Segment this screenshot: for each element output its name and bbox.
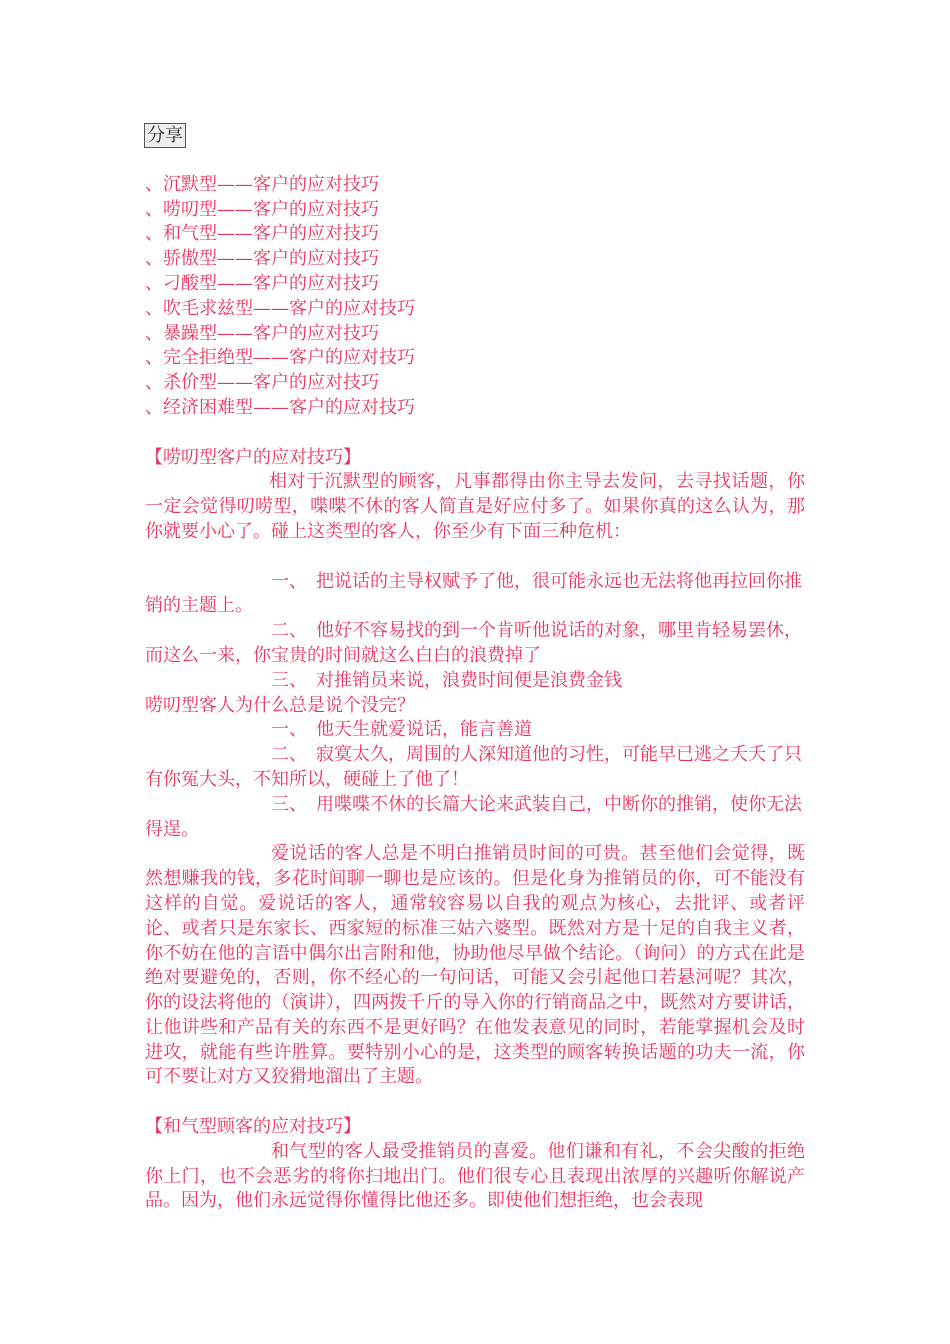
danger-item: 二、 他好不容易找的到一个肯听他说话的对象，哪里肯轻易罢休，而这么一来，你宝贵的时间就这么白白的浪费掉了	[145, 620, 802, 666]
toc-item: 、杀价型——客户的应对技巧	[145, 372, 379, 394]
reason-item: 二、 寂寞太久，周围的人深知道他的习性，可能早已逃之夭夭了只有你冤大头，不知所以，硬碰上了他了！	[145, 744, 802, 790]
toc-item: 、暴躁型——客户的应对技巧	[145, 322, 379, 344]
why-question: 唠叨型客人为什么总是说个没完？	[145, 694, 415, 716]
toc-item: 、吹毛求兹型——客户的应对技巧	[145, 297, 415, 319]
document-page	[145, 123, 805, 1214]
toc-item: 、和气型——客户的应对技巧	[145, 223, 379, 245]
toc-item: 、经济困难型——客户的应对技巧	[145, 396, 415, 418]
toc-item: 、沉默型——客户的应对技巧	[145, 173, 379, 195]
reason-item: 三、 用喋喋不休的长篇大论来武装自己，中断你的推销，使你无法得逞。	[145, 793, 802, 840]
toc-item: 、骄傲型——客户的应对技巧	[145, 248, 379, 270]
blank-line	[145, 421, 805, 446]
toc-item: 、刁酸型——客户的应对技巧	[145, 272, 379, 294]
reason-item: 一、 他天生就爱说话，能言善道	[271, 719, 532, 741]
section-heading-friendly: 【和气型顾客的应对技巧】	[145, 1116, 361, 1138]
friendly-intro-paragraph: 和气型的客人最受推销员的喜爱。他们谦和有礼，不会尖酸的拒绝你上门，也不会恶劣的将你扫地出门。他们很专心且表现出浓厚的兴趣听你解说产品。因为，他们永远觉得你懂得比他还多。即使他们想拒绝，也会表现	[145, 1140, 805, 1212]
blank-line	[145, 1090, 805, 1115]
toc-item: 、完全拒绝型——客户的应对技巧	[145, 347, 415, 369]
toc-list	[145, 173, 805, 421]
blank-line	[145, 545, 805, 570]
share-button[interactable]: 分享	[144, 123, 186, 148]
danger-item: 三、 对推销员来说，浪费时间便是浪费金钱	[271, 669, 622, 691]
talkative-intro-paragraph: 相对于沉默型的顾客，凡事都得由你主导去发问，去寻找话题，你一定会觉得叨唠型，喋喋不休的客人简直是好应付多了。如果你真的这么认为，那你就要小心了。碰上这类型的客人，你至少有下面三种危机：	[145, 471, 805, 542]
talkative-advice-paragraph: 爱说话的客人总是不明白推销员时间的可贵。甚至他们会觉得，既然想赚我的钱，多花时间聊一聊也是应该的。但是化身为推销员的你，可不能没有这样的自觉。爱说话的客人，通常较容易以自我的观点为核心，去批评、或者评论、或者只是东家长、西家短的标准三姑六婆型。既然对方是十足的自我主义者，你不妨在他的言语中偶尔出言附和他，协助他尽早做个结论。（询问）的方式在此是绝对要避免的，否则，你不经心的一句问话，可能又会引起他口若悬河呢？其次，你的设法将他的（演讲），四两拨千斤的导入你的行销商品之中，既然对方要讲话，让他讲些和产品有关的东西不是更好吗？在他发表意见的同时，若能掌握机会及时进攻，就能有些许胜算。要特别小心的是，这类型的顾客转换话题的功夫一流，你可不要让对方又狡猾地溜出了主题。	[145, 843, 805, 1088]
toc-item: 、唠叨型——客户的应对技巧	[145, 198, 379, 220]
danger-item: 一、 把说话的主导权赋予了他，很可能永远也无法将他再拉回你推销的主题上。	[145, 570, 802, 617]
section-heading-talkative: 【唠叨型客户的应对技巧】	[145, 446, 361, 468]
